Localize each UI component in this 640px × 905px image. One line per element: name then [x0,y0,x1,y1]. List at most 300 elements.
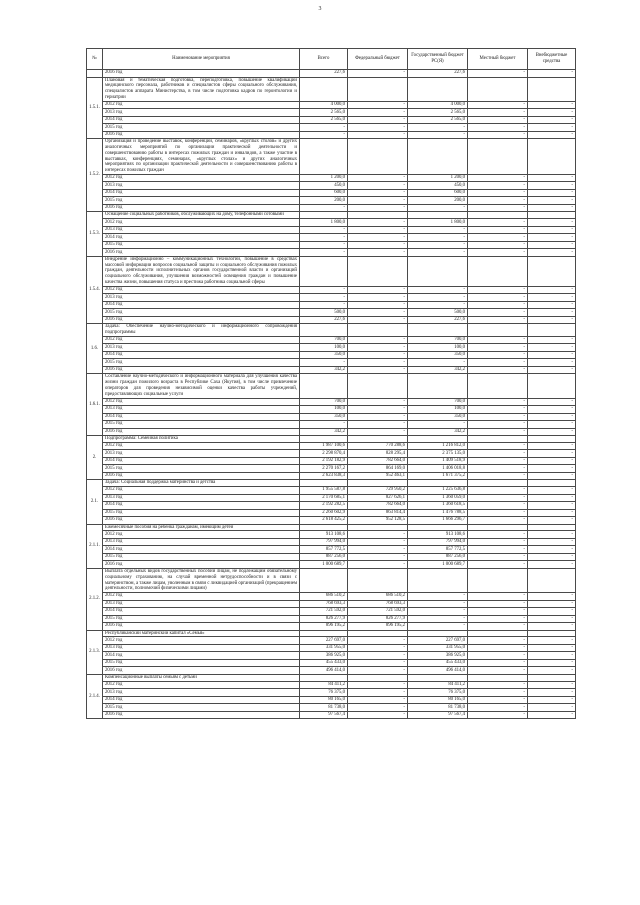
empty-cell [528,630,576,637]
empty-cell [348,524,408,531]
year-row [87,366,576,374]
cell-extrabudget: - [528,711,576,719]
empty-cell [468,256,528,286]
cell-federal: - [348,652,408,660]
cell-state: 1 406 018,8 [408,465,468,473]
item-code: 1.5.1. [87,77,103,139]
cell-total: 857 772,5 [300,546,348,554]
empty-cell [408,256,468,286]
cell-extrabudget: - [528,428,576,436]
cell-extrabudget: - [528,241,576,249]
cell-local: - [468,644,528,652]
empty-cell [468,524,528,531]
cell-total: 97 567,4 [300,711,348,719]
cell-federal: - [348,286,408,294]
item-title: Плановая и тематическая подготовка, переподготовка, повышение квалификации медицинского персонала, работников и специалистов сферы социального обслуживания, специалистов аппарата Министерства, в том числе подготовка кадров по геронтологии и гериатрии [103,77,300,101]
cell-local: - [468,608,528,616]
section-title-row [87,374,576,398]
cell-local: - [468,637,528,645]
cell-state: 1 216 812,0 [408,442,468,450]
year-label: 2016 год [103,623,300,631]
cell-state: - [408,294,468,302]
item-title: Оснащение социальных работников, обслуживающих на дому, телефонными сотовыми [103,212,300,219]
cell-total: 342,2 [300,428,348,436]
cell-federal: - [348,561,408,569]
cell-federal: - [348,696,408,704]
empty-cell [348,256,408,286]
cell-local: - [468,398,528,406]
cell-state: 700,0 [408,336,468,344]
empty-cell [468,212,528,219]
year-row [87,593,576,601]
empty-cell [528,256,576,286]
cell-total: 500,0 [300,309,348,317]
cell-total: - [300,241,348,249]
cell-state: 797 994,0 [408,538,468,546]
item-code: 2.1.4. [87,674,103,718]
cell-local: - [468,131,528,139]
cell-state: 227,6 [408,316,468,324]
year-label: 2016 год [103,131,300,139]
year-label: 2015 год [103,509,300,517]
year-label: 2016 год [103,711,300,719]
year-label: 2013 год [103,406,300,414]
cell-federal: - [348,667,408,675]
cell-total: - [300,421,348,429]
cell-extrabudget: - [528,182,576,190]
year-label: 2013 год [103,226,300,234]
empty-cell [408,374,468,398]
cell-local: - [468,465,528,473]
cell-federal: - [348,301,408,309]
column-header-state: Государственный бюджет РС(Я) [408,49,468,70]
section-title-row [87,324,576,337]
empty-cell [408,139,468,175]
cell-local: - [468,124,528,132]
cell-state: 342,2 [408,428,468,436]
year-row [87,659,576,667]
year-row [87,116,576,124]
empty-cell [528,77,576,101]
section-title-row [87,524,576,531]
cell-total: 887 256,0 [300,553,348,561]
empty-cell [300,480,348,487]
cell-federal: - [348,421,408,429]
empty-cell [468,568,528,592]
cell-federal: 768 693,3 [348,600,408,608]
cell-federal: - [348,681,408,689]
empty-cell [528,436,576,443]
cell-federal: - [348,359,408,367]
cell-state: 227 697,0 [408,637,468,645]
cell-state: 386 925,0 [408,652,468,660]
year-label: 2012 год [103,336,300,344]
year-label: 2012 год [103,442,300,450]
cell-extrabudget: - [528,109,576,117]
year-label: 2014 год [103,457,300,465]
cell-local: - [468,681,528,689]
year-row [87,553,576,561]
year-row [87,457,576,465]
year-label: 2014 год [103,652,300,660]
cell-total: - [300,294,348,302]
cell-federal: - [348,294,408,302]
cell-total: 913 108,6 [300,531,348,539]
cell-federal: - [348,109,408,117]
cell-extrabudget: - [528,234,576,242]
section-title-row [87,77,576,101]
cell-extrabudget: - [528,593,576,601]
cell-state: 76 375,0 [408,689,468,697]
year-row [87,689,576,697]
cell-federal: - [348,174,408,182]
empty-cell [408,480,468,487]
cell-total: 1 000 689,7 [300,561,348,569]
cell-state: 500,0 [408,309,468,317]
cell-state: - [408,234,468,242]
cell-local: - [468,316,528,324]
year-row [87,644,576,652]
year-label: 2016 год [103,316,300,324]
cell-federal: 952 128,5 [348,517,408,525]
cell-federal: 952 463,1 [348,472,408,480]
cell-extrabudget: - [528,398,576,406]
empty-cell [528,139,576,175]
cell-total: - [300,131,348,139]
item-title: Внедрение информационно – коммуникационных технологий, повышение в средствах массовой информации вопросов социальной защиты и социального обслуживания пожилых граждан, деятельности исполнительных органов государственной власти и организаций социального обслуживания, улучшения возможностей освещения граждан и повышение качества жизни, повышения статуса и престижа работника социальной сферы [103,256,300,286]
empty-cell [528,568,576,592]
year-label: 2014 год [103,189,300,197]
section-title-row [87,630,576,637]
year-row [87,294,576,302]
cell-total: - [300,249,348,257]
year-label: 2012 год [103,219,300,227]
cell-local: - [468,450,528,458]
cell-local: - [468,428,528,436]
cell-total: 2 565,0 [300,116,348,124]
empty-cell [348,212,408,219]
year-label: 2015 год [103,615,300,623]
cell-federal: - [348,406,408,414]
year-label: 2013 год [103,182,300,190]
year-label: 2014 год [103,696,300,704]
empty-cell [408,630,468,637]
cell-local: - [468,219,528,227]
cell-extrabudget: - [528,531,576,539]
cell-local: - [468,487,528,495]
empty-cell [468,374,528,398]
cell-local: - [468,711,528,719]
cell-state: 600,0 [408,189,468,197]
empty-cell [300,436,348,443]
cell-federal: - [348,336,408,344]
cell-extrabudget: - [528,286,576,294]
cell-extrabudget: - [528,659,576,667]
cell-state: 80 165,0 [408,696,468,704]
year-label: 2015 год [103,465,300,473]
cell-state: 857 772,5 [408,546,468,554]
cell-state: - [408,615,468,623]
cell-state: 496 414,0 [408,667,468,675]
empty-cell [348,324,408,337]
year-row [87,472,576,480]
empty-cell [300,674,348,681]
year-row [87,309,576,317]
year-label: 2013 год [103,600,300,608]
cell-extrabudget: - [528,494,576,502]
cell-extrabudget: - [528,294,576,302]
cell-extrabudget: - [528,406,576,414]
year-label: 2016 год [103,366,300,374]
cell-state: 1 409 518,9 [408,457,468,465]
year-label: 2013 год [103,538,300,546]
cell-extrabudget: - [528,336,576,344]
item-code: 1.6.1. [87,374,103,436]
year-row [87,174,576,182]
cell-state: 887 256,0 [408,553,468,561]
cell-local: - [468,509,528,517]
cell-local: - [468,696,528,704]
cell-state: 1 225 636,8 [408,487,468,495]
item-title: Составление научно-методического и информационного материала для улучшения качества жизни граждан пожилого возраста в Республике Саха (Якутия), в том числе привлечение операторов для проведения независимой оценки качества работы учреждений, предоставляющих социальные услуги [103,374,300,398]
empty-cell [528,524,576,531]
cell-total: 331 955,0 [300,644,348,652]
year-row [87,652,576,660]
year-row [87,219,576,227]
cell-local: - [468,351,528,359]
cell-extrabudget: - [528,204,576,212]
cell-total: 700,0 [300,336,348,344]
cell-state: 700,0 [408,398,468,406]
cell-local: - [468,553,528,561]
cell-total: 1 955 587,8 [300,487,348,495]
cell-extrabudget: - [528,652,576,660]
cell-state: - [408,226,468,234]
table-body [87,70,576,719]
cell-local: - [468,366,528,374]
cell-state: 2 375 135,0 [408,450,468,458]
year-row [87,538,576,546]
cell-federal: - [348,241,408,249]
cell-extrabudget: - [528,197,576,205]
cell-extrabudget: - [528,644,576,652]
cell-state: 100,0 [408,406,468,414]
cell-total: 4 000,0 [300,101,348,109]
cell-federal: - [348,101,408,109]
cell-federal: 770 288,6 [348,442,408,450]
year-row [87,637,576,645]
year-label: 2014 год [103,413,300,421]
cell-local: - [468,234,528,242]
cell-extrabudget: - [528,124,576,132]
cell-state: - [408,124,468,132]
year-row [87,531,576,539]
cell-extrabudget: - [528,704,576,712]
empty-cell [528,212,576,219]
cell-local: - [468,667,528,675]
cell-extrabudget: - [528,351,576,359]
section-title-row [87,256,576,286]
section-title-row [87,568,576,592]
cell-total: 2 192 182,9 [300,457,348,465]
empty-cell [348,436,408,443]
cell-federal: - [348,644,408,652]
cell-federal: - [348,309,408,317]
year-label: 2014 год [103,234,300,242]
cell-local: - [468,70,528,78]
empty-cell [87,70,103,78]
cell-total: 386 925,0 [300,652,348,660]
cell-total: 1 200,0 [300,174,348,182]
year-row [87,70,576,78]
year-label: 2016 год [103,517,300,525]
year-row [87,413,576,421]
year-row [87,336,576,344]
year-label: 2015 год [103,659,300,667]
empty-cell [468,139,528,175]
cell-federal: - [348,219,408,227]
cell-total: 2 260 602,9 [300,509,348,517]
cell-federal: - [348,659,408,667]
year-row [87,681,576,689]
cell-extrabudget: - [528,70,576,78]
cell-state: 81 738,0 [408,704,468,712]
cell-local: - [468,494,528,502]
cell-local: - [468,623,528,631]
cell-state: - [408,131,468,139]
year-label: 2012 год [103,398,300,406]
cell-local: - [468,615,528,623]
cell-extrabudget: - [528,600,576,608]
cell-extrabudget: - [528,249,576,257]
year-label: 2012 год [103,637,300,645]
cell-state: 2 565,0 [408,116,468,124]
cell-federal: - [348,413,408,421]
year-row [87,450,576,458]
year-label: 2013 год [103,644,300,652]
cell-federal: - [348,226,408,234]
cell-state: - [408,249,468,257]
cell-total: 450,0 [300,182,348,190]
cell-extrabudget: - [528,421,576,429]
cell-extrabudget: - [528,561,576,569]
year-label: 2012 год [103,286,300,294]
cell-local: - [468,301,528,309]
cell-local: - [468,249,528,257]
cell-federal: 896 195,2 [348,623,408,631]
cell-local: - [468,457,528,465]
cell-federal: - [348,124,408,132]
item-title: Организация и проведение выставок, конференций, семинаров, «круглых столов» и других аналогичных мероприятий по организации практической деятельности и совершенствованию работы в интересах пожилых граждан и инвалидов, а также участие в выставках, конференциях, семинарах, «круглых столах» и других аналогичных мероприятиях по организации практической деятельности и совершенствованию работы в интересах пожилых граждан [103,139,300,175]
cell-total: 600,0 [300,189,348,197]
cell-local: - [468,226,528,234]
cell-extrabudget: - [528,219,576,227]
year-label: 2016 год [103,249,300,257]
cell-total: 2 192 282,5 [300,502,348,510]
cell-total: 342,2 [300,366,348,374]
year-label: 2015 год [103,359,300,367]
empty-cell [408,324,468,337]
year-row [87,509,576,517]
cell-federal: 826 277,9 [348,615,408,623]
cell-federal: 782 664,0 [348,457,408,465]
page-number: 3 [318,6,322,12]
cell-state: 913 108,6 [408,531,468,539]
cell-state: 227,6 [408,70,468,78]
cell-total: 80 165,0 [300,696,348,704]
cell-local: - [468,600,528,608]
cell-federal: 828 295,4 [348,450,408,458]
cell-local: - [468,189,528,197]
cell-extrabudget: - [528,553,576,561]
cell-state: - [408,593,468,601]
cell-federal: 729 950,2 [348,487,408,495]
year-label: 2016 год [103,428,300,436]
cell-extrabudget: - [528,413,576,421]
year-label: 2014 год [103,116,300,124]
cell-extrabudget: - [528,487,576,495]
cell-state: 1 360 618,5 [408,502,468,510]
item-title: Задача: Социальная поддержка материнства и детства [103,480,300,487]
cell-local: - [468,344,528,352]
empty-cell [300,77,348,101]
cell-total: - [300,301,348,309]
cell-federal: - [348,204,408,212]
year-label: 2016 год [103,561,300,569]
cell-state: 100,0 [408,344,468,352]
year-row [87,249,576,257]
year-label: 2012 год [103,531,300,539]
cell-federal: - [348,234,408,242]
year-row [87,197,576,205]
cell-extrabudget: - [528,517,576,525]
empty-cell [348,630,408,637]
year-row [87,711,576,719]
cell-state: - [408,421,468,429]
cell-total: 826 277,9 [300,615,348,623]
cell-extrabudget: - [528,309,576,317]
year-row [87,234,576,242]
year-row [87,241,576,249]
item-title: Республиканский материнский капитал «Семья» [103,630,300,637]
cell-total: 896 195,2 [300,623,348,631]
cell-total: - [300,226,348,234]
cell-extrabudget: - [528,472,576,480]
year-label: 2013 год [103,689,300,697]
cell-total: - [300,286,348,294]
cell-state: 450,0 [408,182,468,190]
year-row [87,600,576,608]
empty-cell [348,374,408,398]
year-row [87,421,576,429]
year-row [87,623,576,631]
cell-extrabudget: - [528,465,576,473]
cell-state: - [408,301,468,309]
cell-total: 2 565,0 [300,109,348,117]
budget-table [86,48,576,719]
cell-local: - [468,406,528,414]
cell-local: - [468,309,528,317]
cell-total: - [300,359,348,367]
cell-local: - [468,286,528,294]
year-row [87,608,576,616]
cell-federal: - [348,637,408,645]
year-label: 2013 год [103,494,300,502]
empty-cell [528,374,576,398]
year-row [87,301,576,309]
cell-local: - [468,538,528,546]
empty-cell [468,324,528,337]
